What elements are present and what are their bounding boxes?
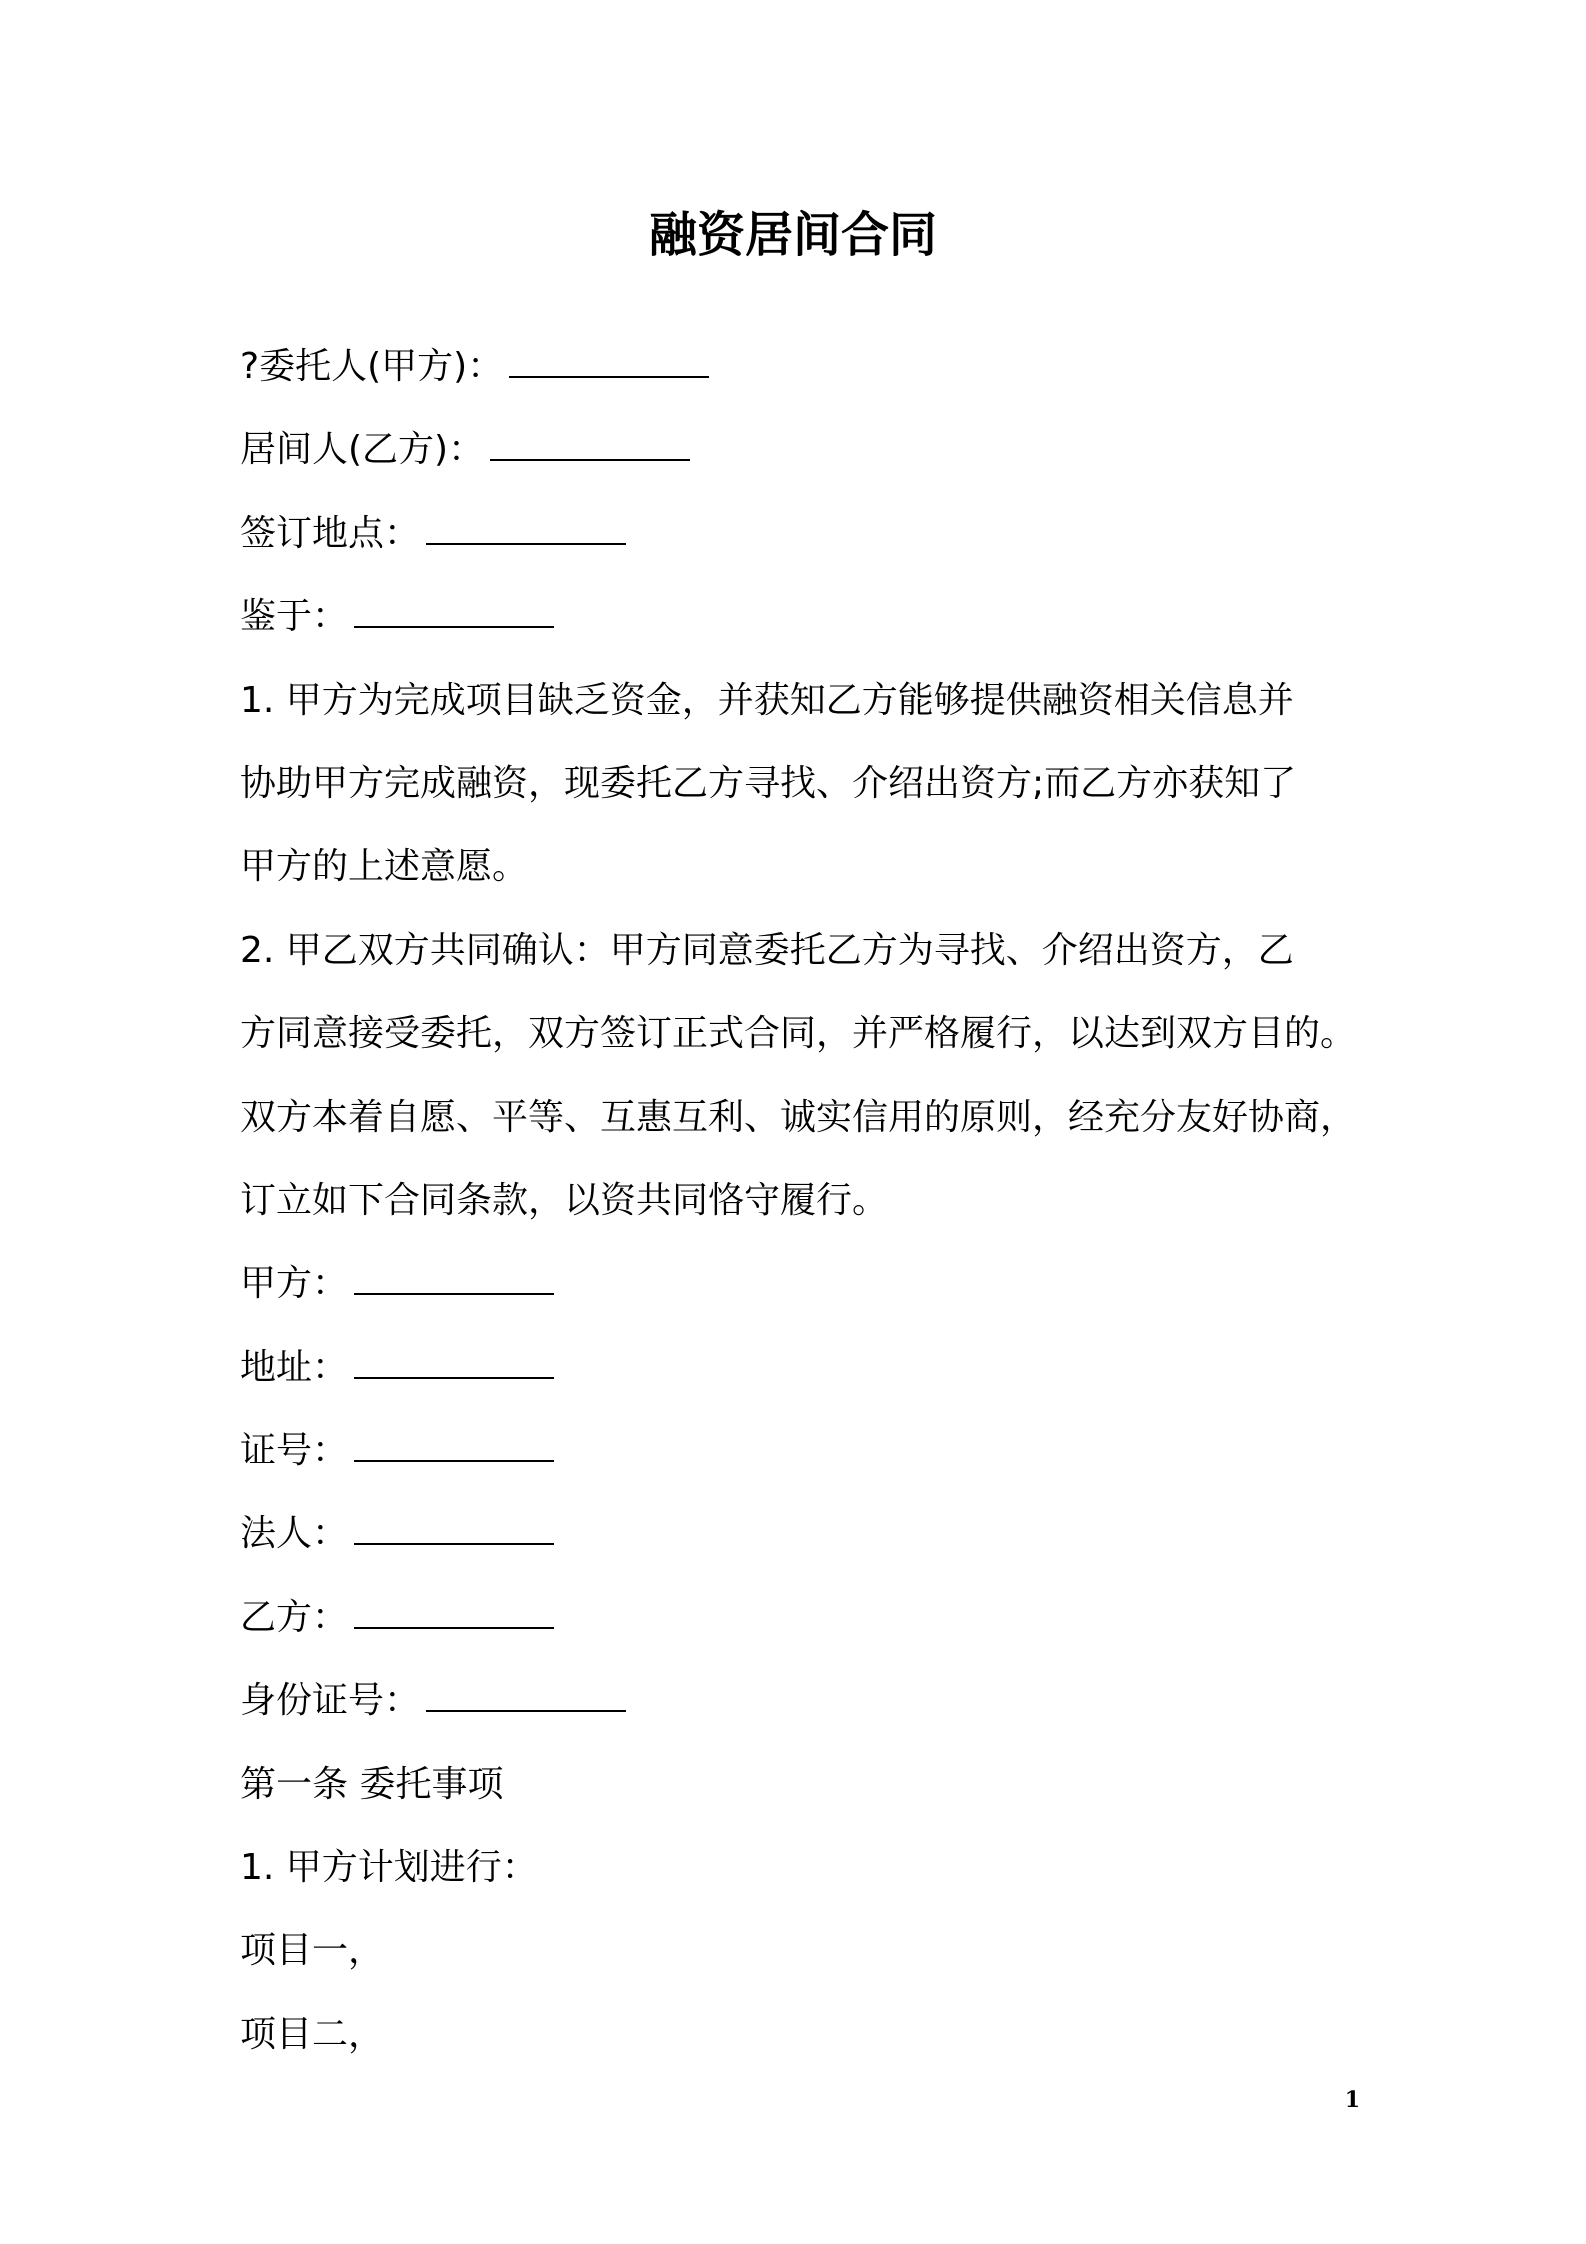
recital-line: 1. 甲方为完成项目缺乏资金，并获知乙方能够提供融资相关信息并 [240, 679, 1294, 721]
blank-line [354, 1434, 554, 1462]
page-number: 1 [1344, 2087, 1360, 2113]
field-address [240, 1326, 1390, 1409]
field-label: 地址： [240, 1346, 349, 1388]
field-signing-place [240, 492, 1390, 575]
blank-line [426, 517, 626, 545]
recital-line: 甲方的上述意愿。 [240, 846, 529, 888]
blank-line [354, 1601, 554, 1629]
field-whereas [240, 575, 1390, 658]
article-line: 项目一， [240, 1930, 385, 1972]
field-party-b [240, 1576, 1390, 1659]
field-label: 法人： [240, 1513, 349, 1555]
blank-line [509, 350, 709, 378]
blank-line [354, 1351, 554, 1379]
field-intermediary [240, 408, 1390, 491]
document-title: 融资居间合同 [648, 207, 937, 263]
field-label: 乙方： [240, 1596, 349, 1638]
field-label: ?委托人(甲方)： [240, 346, 504, 387]
blank-line [426, 1684, 626, 1712]
field-party-a [240, 1242, 1390, 1325]
document-body [240, 325, 1390, 2076]
field-legal-person [240, 1492, 1390, 1575]
blank-line [354, 600, 554, 628]
field-label: 证号： [240, 1430, 349, 1472]
field-label: 签订地点： [240, 512, 421, 554]
article-heading: 第一条 委托事项 [240, 1763, 504, 1805]
recital-line: 方同意接受委托，双方签订正式合同，并严格履行，以达到双方目的。 [240, 1013, 1357, 1055]
article-line: 1. 甲方计划进行： [240, 1847, 538, 1889]
field-label: 身份证号： [240, 1680, 421, 1722]
recital-line: 双方本着自愿、平等、互惠互利、诚实信用的原则，经充分友好协商， [240, 1096, 1357, 1138]
blank-line [490, 433, 690, 461]
blank-line [354, 1517, 554, 1545]
recital-line: 订立如下合同条款，以资共同恪守履行。 [240, 1179, 889, 1221]
field-entrusting-party [240, 325, 1390, 408]
recital-line: 2. 甲乙双方共同确认：甲方同意委托乙方为寻找、介绍出资方，乙 [240, 929, 1294, 971]
field-label: 居间人(乙方)： [240, 429, 485, 471]
field-label: 甲方： [240, 1263, 349, 1305]
field-id-number [240, 1659, 1390, 1742]
field-certificate-number [240, 1409, 1390, 1492]
article-line: 项目二， [240, 2013, 385, 2055]
field-label: 鉴于： [240, 596, 349, 638]
blank-line [354, 1267, 554, 1295]
recital-line: 协助甲方完成融资，现委托乙方寻找、介绍出资方;而乙方亦获知了 [240, 762, 1297, 804]
